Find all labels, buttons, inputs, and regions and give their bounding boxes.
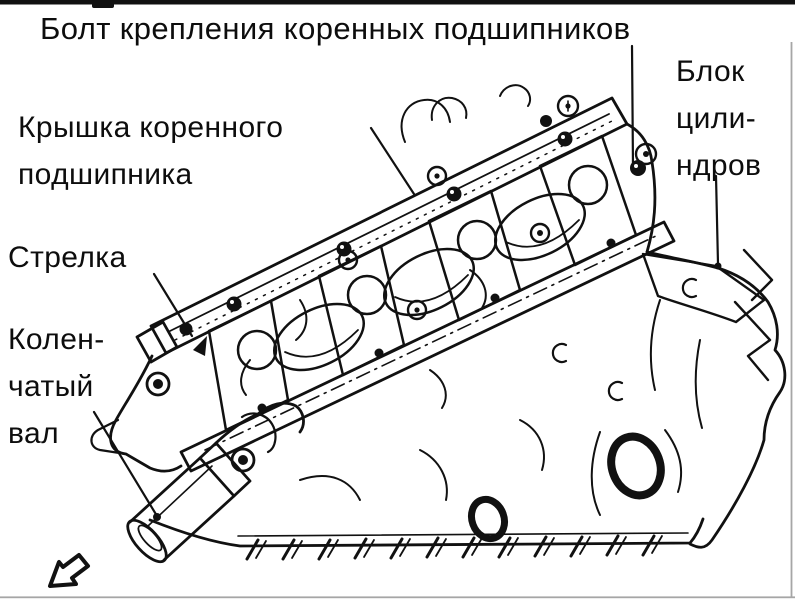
label-line: Блок [676, 55, 745, 88]
label-main-bearing-cap [18, 104, 283, 198]
label-crankshaft [8, 316, 105, 457]
label-line: Болт крепления коренных подшипников [40, 11, 631, 46]
label-arrow [8, 234, 127, 281]
page-top-edge [0, 0, 795, 5]
leader-main-bearing-cap [371, 128, 414, 194]
casting-mark-c [683, 279, 696, 297]
page-right-edge [791, 42, 793, 598]
page-bottom-edge [0, 596, 795, 598]
casting-mark-c [553, 344, 566, 362]
label-line: Колен- [8, 323, 105, 356]
bolt-marker-circle-icon [428, 167, 446, 185]
bolt-marker-circle-icon [558, 96, 578, 116]
label-line: Крышка коренного [18, 111, 284, 144]
direction-arrow-icon [50, 555, 88, 586]
label-line: Стрелка [8, 241, 127, 274]
leader-main-bearing-bolt [632, 46, 633, 168]
label-cylinder-block [676, 48, 761, 189]
label-line: подшипника [18, 158, 193, 191]
bolt-marker-circle-icon [408, 301, 426, 319]
bearing-cap [429, 191, 520, 320]
oil-passage-bore [466, 495, 510, 544]
bearing-cap [540, 136, 636, 265]
rear-oil-seal-bore [603, 430, 669, 503]
label-line: цили- [676, 102, 757, 135]
bolt-marker-circle-icon [531, 224, 549, 242]
label-main-bearing-bolt [40, 5, 631, 52]
crank-counterweights [264, 181, 596, 384]
label-line: вал [8, 417, 59, 450]
label-line: чатый [8, 370, 94, 403]
leader-cylinder-block [716, 176, 718, 264]
flange-hatching [150, 519, 703, 559]
bearing-cap [209, 301, 288, 430]
label-line: ндров [676, 149, 762, 182]
casting-mark-c [609, 382, 622, 400]
